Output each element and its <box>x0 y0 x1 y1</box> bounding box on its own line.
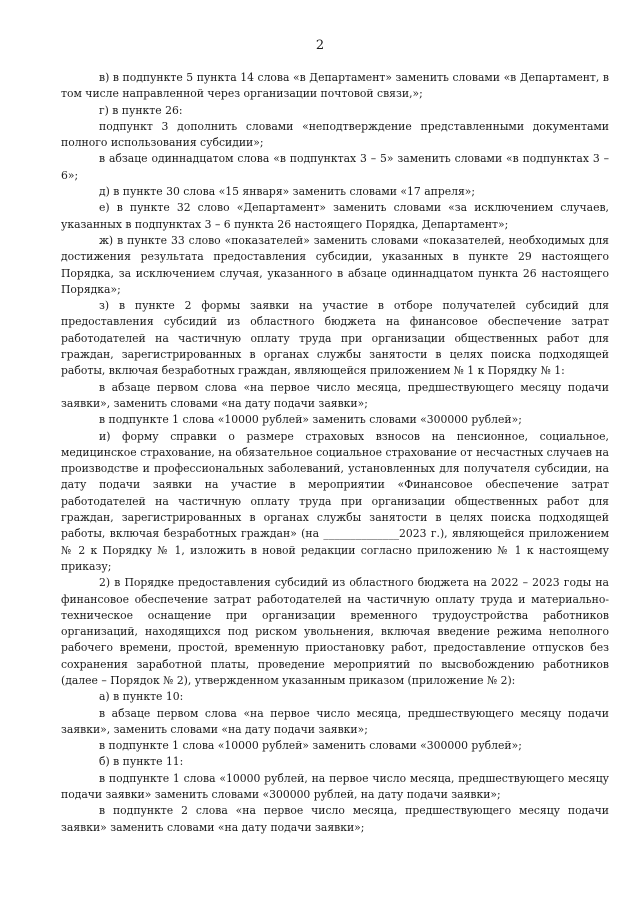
paragraph: в абзаце одиннадцатом слова «в подпунктах 3 – 5» заменить словами «в подпунктах 3 – 6»; <box>61 152 609 182</box>
paragraph: в подпункте 1 слова «10000 рублей, на первое число месяца, предшествующего месяцу подачи заявки» заменить словами «300000 рублей, на дату подачи заявки»; <box>61 771 609 802</box>
paragraph: а) в пункте 10: <box>99 690 184 704</box>
paragraph: ж) в пункте 33 слово «показателей» заменить словами «показателей, необходимых для достижения результата предоставления субсидии, указанных в пункте 29 настоящего Порядка, за исключением случая, указанного в абзаце одиннадцатом пункта 26 настоящего Порядка»; <box>61 233 609 296</box>
paragraph: д) в пункте 30 слова «15 января» заменить словами «17 апреля»; <box>99 185 476 199</box>
paragraph: е) в пункте 32 слово «Департамент» заменить словами «за исключением случаев, указанных в подпунктах 3 – 6 пункта 26 настоящего Порядка, Департамент»; <box>61 201 609 231</box>
paragraph: г) в пункте 26: <box>99 103 183 117</box>
paragraph: 2) в Порядке предоставления субсидий из областного бюджета на 2022 – 2023 годы на финансовое обеспечение затрат работодателей на частичную оплату труда и материально-техническое оснащение при организации временного трудоустройства работников организаций, находящихся под риском увольнения, включая введение режима неполного рабочего времени, простой, временную приостановку работ, предоставление отпусков без сохранения заработной платы, проведение мероприятий по высвобождению работников (далее – Порядок № 2), утвержденном указанным приказом (приложение № 2): <box>61 576 609 687</box>
paragraph: в абзаце первом слова «на первое число месяца, предшествующего месяцу подачи заявки», заменить словами «на дату подачи заявки»; <box>61 380 609 410</box>
paragraph: подпункт 3 дополнить словами «неподтверждение представленными документами полного использования субсидии»; <box>61 119 609 150</box>
paragraph: з) в пункте 2 формы заявки на участие в отборе получателей субсидий для предоставления субсидий из областного бюджета на финансовое обеспечение затрат работодателей на частичную оплату труда при организации общественных работ для граждан, зарегистрированных в органах службы занятости в целях поиска подходящей работы, включая безработных граждан, являющейся приложением № 1 к Порядку № 1: <box>61 299 609 378</box>
paragraph: в абзаце первом слова «на первое число месяца, предшествующего месяцу подачи заявки», заменить словами «на дату подачи заявки»; <box>61 706 609 736</box>
paragraph: б) в пункте 11: <box>99 755 184 769</box>
document-body <box>61 70 609 836</box>
paragraph: в подпункте 1 слова «10000 рублей» заменить словами «300000 рублей»; <box>99 739 522 753</box>
paragraph: в подпункте 1 слова «10000 рублей» заменить словами «300000 рублей»; <box>99 413 522 427</box>
paragraph: в) в подпункте 5 пункта 14 слова «в Департамент» заменить словами «в Департамент, в том числе направленной через организации почтовой связи,»; <box>61 71 609 101</box>
paragraph: и) форму справки о размере страховых взносов на пенсионное, социальное, медицинское страхование, на обязательное социальное страхование от несчастных случаев на производстве и профессиональных заболеваний, установленных для получателя субсидии, на дату подачи заявки на участие в мероприятии «Финансовое обеспечение затрат работодателей на частичную оплату труда при организации общественных работ для граждан, зарегистрированных в органах службы занятости в целях поиска подходящей работы, включая безработных граждан» (на ______________2023 г.), являющейся приложением № 2 к Порядку № 1, изложить в новой редакции согласно приложению № 1 к настоящему приказу; <box>61 429 609 573</box>
paragraph: в подпункте 2 слова «на первое число месяца, предшествующего месяцу подачи заявки» заменить словами «на дату подачи заявки»; <box>61 804 609 834</box>
page-number: 2 <box>315 38 325 53</box>
